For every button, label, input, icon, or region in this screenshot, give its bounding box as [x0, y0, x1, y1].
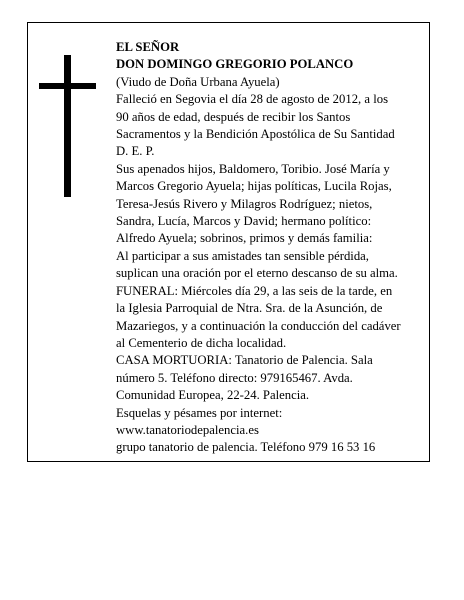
text-line: Falleció en Segovia el día 28 de agosto de 2012, a los — [116, 92, 389, 107]
text-line: Marcos Gregorio Ayuela; hijas políticas, Lucila Rojas, — [116, 179, 392, 194]
text-line: la Iglesia Parroquial de Ntra. Sra. de la Asunción, de — [116, 301, 383, 316]
text-line: Sus apenados hijos, Baldomero, Toribio. José María y — [116, 161, 390, 176]
text-line: número 5. Teléfono directo: 979165467. Avda. — [116, 370, 353, 385]
text-line: Sacramentos y la Bendición Apostólica de Su Santidad — [116, 127, 395, 142]
text-line: grupo tanatorio de palencia. Teléfono 979 16 53 16 — [116, 440, 376, 455]
text-line: Sandra, Lucía, Marcos y David; hermano político: — [116, 214, 372, 229]
text-line: 90 años de edad, después de recibir los Santos — [116, 109, 351, 124]
text-line: FUNERAL: Miércoles día 29, a las seis de la tarde, en — [116, 283, 393, 298]
cross-horizontal-bar — [39, 83, 96, 89]
text-line: al Cementerio de dicha localidad. — [116, 335, 287, 350]
obituary-text — [116, 39, 426, 457]
deceased-name: DON DOMINGO GREGORIO POLANCO — [116, 57, 354, 72]
text-line: (Viudo de Doña Urbana Ayuela) — [116, 74, 280, 89]
website-link: www.tanatoriodepalencia.es — [116, 422, 259, 437]
text-line: Esquelas y pésames por internet: — [116, 405, 283, 420]
text-line: suplican una oración por el eterno descanso de su alma. — [116, 266, 398, 281]
text-line: Alfredo Ayuela; sobrinos, primos y demás familia: — [116, 231, 373, 246]
text-line: Teresa-Jesús Rivero y Milagros Rodríguez; nietos, — [116, 196, 373, 211]
text-line: CASA MORTUORIA: Tanatorio de Palencia. Sala — [116, 353, 373, 368]
text-line: Al participar a sus amistades tan sensible pérdida, — [116, 248, 369, 263]
heading-title: EL SEÑOR — [116, 40, 180, 54]
text-line: D. E. P. — [116, 144, 155, 159]
text-line: Comunidad Europea, 22-24. Palencia. — [116, 388, 310, 403]
text-line: Mazariegos, y a continuación la conducción del cadáver — [116, 318, 401, 333]
cross-vertical-bar — [64, 55, 71, 197]
